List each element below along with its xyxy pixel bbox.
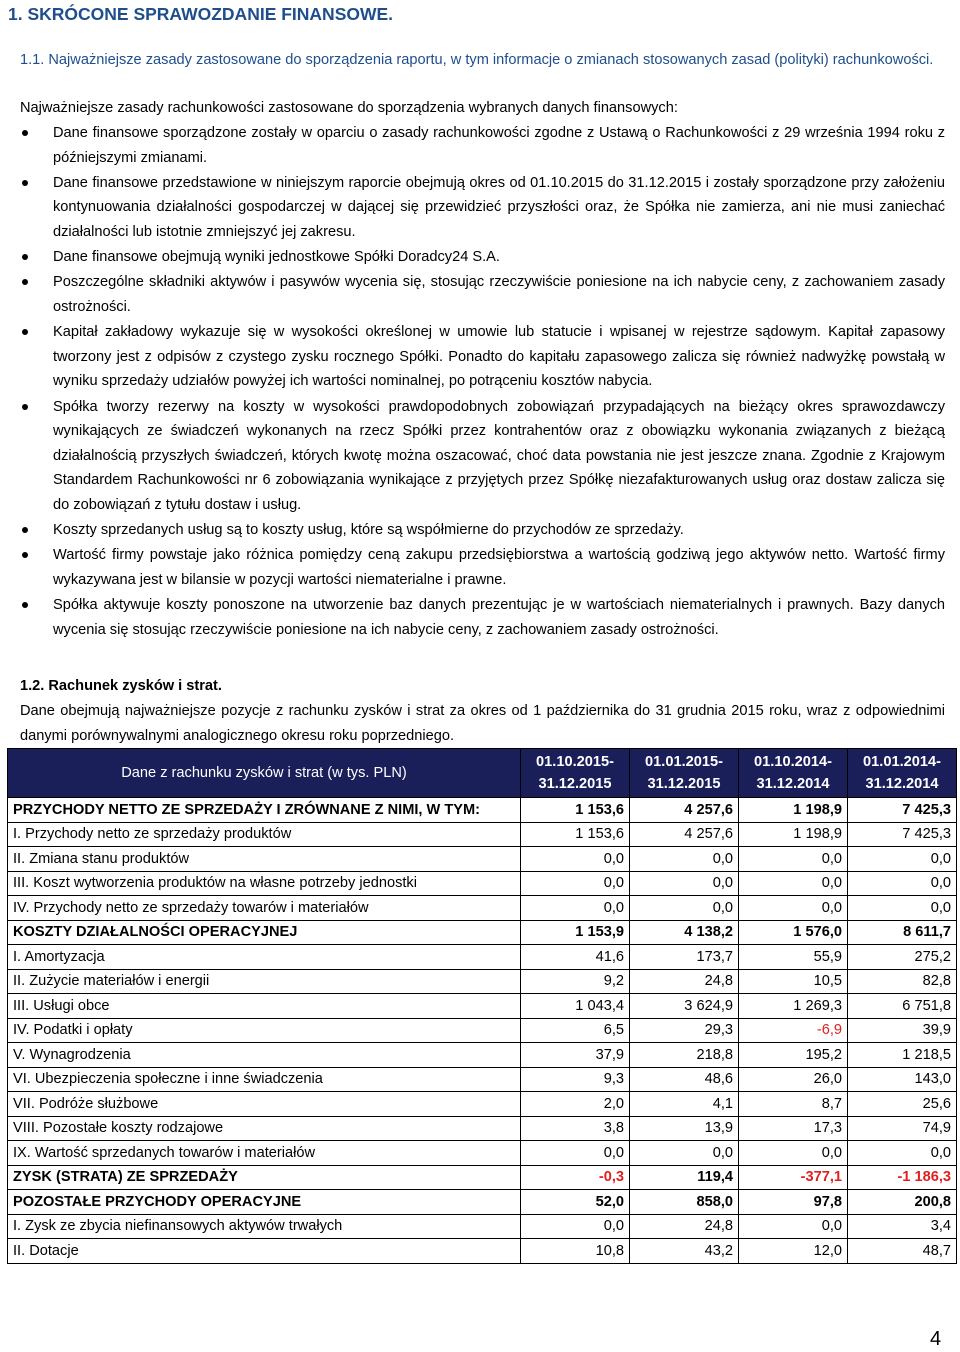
column-header: 01.10.2014- 31.12.2014 [739, 749, 848, 798]
value-cell: 1 576,0 [739, 920, 848, 945]
row-label: III. Koszt wytworzenia produktów na własne potrzeby jednostki [8, 871, 521, 896]
value-cell: 200,8 [848, 1190, 957, 1215]
column-header: 01.01.2015- 31.12.2015 [630, 749, 739, 798]
row-label: KOSZTY DZIAŁALNOŚCI OPERACYJNEJ [8, 920, 521, 945]
value-cell: 0,0 [739, 1141, 848, 1166]
value-cell: 3,8 [521, 1116, 630, 1141]
table-row [8, 847, 957, 872]
list-item: Dane finansowe obejmują wyniki jednostkowe Spółki Doradcy24 S.A. [0, 245, 945, 270]
value-cell: 275,2 [848, 945, 957, 970]
value-cell: 0,0 [630, 847, 739, 872]
value-cell: 82,8 [848, 969, 957, 994]
accounting-principles-list [0, 121, 945, 643]
value-cell: 119,4 [630, 1165, 739, 1190]
value-cell: 7 425,3 [848, 822, 957, 847]
value-cell: 39,9 [848, 1018, 957, 1043]
value-cell: 9,3 [521, 1067, 630, 1092]
value-cell: 0,0 [848, 896, 957, 921]
list-item: Dane finansowe sporządzone zostały w oparciu o zasady rachunkowości zgodne z Ustawą o Rachunkowości z 29 września 1994 roku z późniejszymi zmianami. [0, 121, 945, 170]
value-cell: 7 425,3 [848, 798, 957, 823]
value-cell: 52,0 [521, 1190, 630, 1215]
value-cell: 218,8 [630, 1043, 739, 1068]
value-cell: 1 153,6 [521, 798, 630, 823]
income-statement-heading: 1.2. Rachunek zysków i strat. [20, 678, 222, 694]
list-item: Wartość firmy powstaje jako różnica pomiędzy ceną zakupu przedsiębiorstwa a wartością godziwą jego aktywów netto. Wartość firmy wykazywana jest w bilansie w pozycji wartości niematerialne i prawne. [0, 543, 945, 592]
value-cell: 8 611,7 [848, 920, 957, 945]
value-cell: 0,0 [630, 871, 739, 896]
table-row [8, 798, 957, 823]
value-cell: 4 257,6 [630, 798, 739, 823]
value-cell: 8,7 [739, 1092, 848, 1117]
value-cell: 43,2 [630, 1239, 739, 1264]
value-cell: 97,8 [739, 1190, 848, 1215]
value-cell: 0,0 [521, 896, 630, 921]
value-cell: 55,9 [739, 945, 848, 970]
table-row [8, 994, 957, 1019]
list-item: Poszczególne składniki aktywów i pasywów wycenia się, stosując rzeczywiście poniesione na ich nabycie ceny, z zachowaniem zasady ostrożności. [0, 270, 945, 319]
table-row [8, 1043, 957, 1068]
value-cell: 1 218,5 [848, 1043, 957, 1068]
income-statement-description: Dane obejmują najważniejsze pozycje z rachunku zysków i strat za okres od 1 października do 31 grudnia 2015 roku, wraz z odpowiednimi danymi porównywalnymi analogicznego okresu roku poprzedniego. [20, 703, 945, 744]
value-cell: 4 257,6 [630, 822, 739, 847]
table-row [8, 1018, 957, 1043]
value-cell: 0,0 [630, 896, 739, 921]
table-row [8, 1116, 957, 1141]
value-cell: 48,6 [630, 1067, 739, 1092]
value-cell: 173,7 [630, 945, 739, 970]
row-label: I. Amortyzacja [8, 945, 521, 970]
value-cell: 0,0 [739, 896, 848, 921]
section-heading: 1. SKRÓCONE SPRAWOZDANIE FINANSOWE. [8, 4, 394, 24]
table-row [8, 920, 957, 945]
value-cell: -1 186,3 [848, 1165, 957, 1190]
table-row [8, 1190, 957, 1215]
row-label: I. Zysk ze zbycia niefinansowych aktywów trwałych [8, 1214, 521, 1239]
value-cell: 6 751,8 [848, 994, 957, 1019]
page-number: 4 [930, 1328, 942, 1350]
value-cell: 1 153,9 [521, 920, 630, 945]
value-cell: 1 043,4 [521, 994, 630, 1019]
value-cell: 195,2 [739, 1043, 848, 1068]
value-cell: -377,1 [739, 1165, 848, 1190]
value-cell: -0,3 [521, 1165, 630, 1190]
row-label: I. Przychody netto ze sprzedaży produktów [8, 822, 521, 847]
row-label: II. Dotacje [8, 1239, 521, 1264]
value-cell: 0,0 [739, 847, 848, 872]
table-row [8, 1214, 957, 1239]
value-cell: 25,6 [848, 1092, 957, 1117]
value-cell: 3,4 [848, 1214, 957, 1239]
row-label: IV. Podatki i opłaty [8, 1018, 521, 1043]
value-cell: 0,0 [848, 871, 957, 896]
table-row [8, 1067, 957, 1092]
row-label: II. Zmiana stanu produktów [8, 847, 521, 872]
value-cell: 26,0 [739, 1067, 848, 1092]
subsection-heading: 1.1. Najważniejsze zasady zastosowane do sporządzenia raportu, w tym informacje o zmianach stosowanych zasad (polityki) rachunkowości. [20, 52, 934, 68]
table-row [8, 969, 957, 994]
row-label: PRZYCHODY NETTO ZE SPRZEDAŻY I ZRÓWNANE Z NIMI, W TYM: [8, 798, 521, 823]
table-header-label: Dane z rachunku zysków i strat (w tys. PLN) [8, 749, 521, 798]
value-cell: -6,9 [739, 1018, 848, 1043]
value-cell: 1 269,3 [739, 994, 848, 1019]
list-item: Dane finansowe przedstawione w niniejszym raporcie obejmują okres od 01.10.2015 do 31.12.2015 i zostały sporządzone przy założeniu kontynuowania działalności gospodarczej w dającej się przewidzieć przyszłości oraz, że Spółka nie zamierza, ani nie musi zaniechać działalności lub istotnie zmniejszyć jej zakresu. [0, 171, 945, 245]
value-cell: 9,2 [521, 969, 630, 994]
value-cell: 12,0 [739, 1239, 848, 1264]
row-label: ZYSK (STRATA) ZE SPRZEDAŻY [8, 1165, 521, 1190]
value-cell: 1 198,9 [739, 822, 848, 847]
list-item: Koszty sprzedanych usług są to koszty usług, które są współmierne do przychodów ze sprzedaży. [0, 518, 945, 543]
income-statement-table [7, 748, 957, 1264]
row-label: V. Wynagrodzenia [8, 1043, 521, 1068]
value-cell: 13,9 [630, 1116, 739, 1141]
row-label: VIII. Pozostałe koszty rodzajowe [8, 1116, 521, 1141]
value-cell: 17,3 [739, 1116, 848, 1141]
row-label: VI. Ubezpieczenia społeczne i inne świadczenia [8, 1067, 521, 1092]
table-row [8, 945, 957, 970]
row-label: VII. Podróże służbowe [8, 1092, 521, 1117]
list-item: Spółka aktywuje koszty ponoszone na utworzenie baz danych prezentując je w wartościach niematerialnych i prawnych. Bazy danych wycenia się stosując rzeczywiście poniesione na ich nabycie ceny, z zachowaniem zasady ostrożności. [0, 593, 945, 642]
row-label: II. Zużycie materiałów i energii [8, 969, 521, 994]
value-cell: 0,0 [521, 847, 630, 872]
value-cell: 0,0 [739, 871, 848, 896]
value-cell: 0,0 [848, 847, 957, 872]
value-cell: 1 153,6 [521, 822, 630, 847]
value-cell: 0,0 [521, 1214, 630, 1239]
value-cell: 24,8 [630, 969, 739, 994]
value-cell: 48,7 [848, 1239, 957, 1264]
table-header-row [8, 749, 957, 798]
value-cell: 24,8 [630, 1214, 739, 1239]
row-label: IV. Przychody netto ze sprzedaży towarów i materiałów [8, 896, 521, 921]
value-cell: 4 138,2 [630, 920, 739, 945]
list-item: Kapitał zakładowy wykazuje się w wysokości określonej w umowie lub statucie i wpisanej w rejestrze sądowym. Kapitał zapasowy tworzony jest z odpisów z czystego zysku rocznego Spółki. Ponadto do kapitału zapasowego zalicza się również nadwyżkę powstałą w wyniku sprzedaży udziałów powyżej ich wartości nominalnej, po potrąceniu kosztów nabycia. [0, 320, 945, 394]
value-cell: 6,5 [521, 1018, 630, 1043]
table-row [8, 1165, 957, 1190]
table-row [8, 1141, 957, 1166]
table-row [8, 1239, 957, 1264]
value-cell: 41,6 [521, 945, 630, 970]
value-cell: 0,0 [521, 1141, 630, 1166]
value-cell: 0,0 [630, 1141, 739, 1166]
value-cell: 3 624,9 [630, 994, 739, 1019]
value-cell: 1 198,9 [739, 798, 848, 823]
value-cell: 10,8 [521, 1239, 630, 1264]
value-cell: 143,0 [848, 1067, 957, 1092]
value-cell: 2,0 [521, 1092, 630, 1117]
value-cell: 37,9 [521, 1043, 630, 1068]
value-cell: 10,5 [739, 969, 848, 994]
table-row [8, 1092, 957, 1117]
column-header: 01.01.2014- 31.12.2014 [848, 749, 957, 798]
value-cell: 858,0 [630, 1190, 739, 1215]
value-cell: 74,9 [848, 1116, 957, 1141]
table-row [8, 871, 957, 896]
row-label: IX. Wartość sprzedanych towarów i materiałów [8, 1141, 521, 1166]
table-row [8, 822, 957, 847]
value-cell: 4,1 [630, 1092, 739, 1117]
value-cell: 0,0 [739, 1214, 848, 1239]
table-row [8, 896, 957, 921]
intro-paragraph: Najważniejsze zasady rachunkowości zastosowane do sporządzenia wybranych danych finansowych: [20, 100, 678, 116]
row-label: POZOSTAŁE PRZYCHODY OPERACYJNE [8, 1190, 521, 1215]
value-cell: 29,3 [630, 1018, 739, 1043]
value-cell: 0,0 [848, 1141, 957, 1166]
list-item: Spółka tworzy rezerwy na koszty w wysokości prawdopodobnych zobowiązań przypadających na bieżący okres sprawozdawczy wynikających ze świadczeń wykonanych na rzecz Spółki przez kontrahentów oraz z obowiązku wykonania związanych z bieżącą działalnością przyszłych świadczeń, których kwotę można oszacować, choć data powstania nie jest jeszcze znana. Zgodnie z Krajowym Standardem Rachunkowości nr 6 zobowiązania wynikające z przyjętych przez Spółkę niezafakturowanych usług oraz dostaw zalicza się do zobowiązań z tytułu dostaw i usług. [0, 395, 945, 518]
row-label: III. Usługi obce [8, 994, 521, 1019]
column-header: 01.10.2015- 31.12.2015 [521, 749, 630, 798]
value-cell: 0,0 [521, 871, 630, 896]
